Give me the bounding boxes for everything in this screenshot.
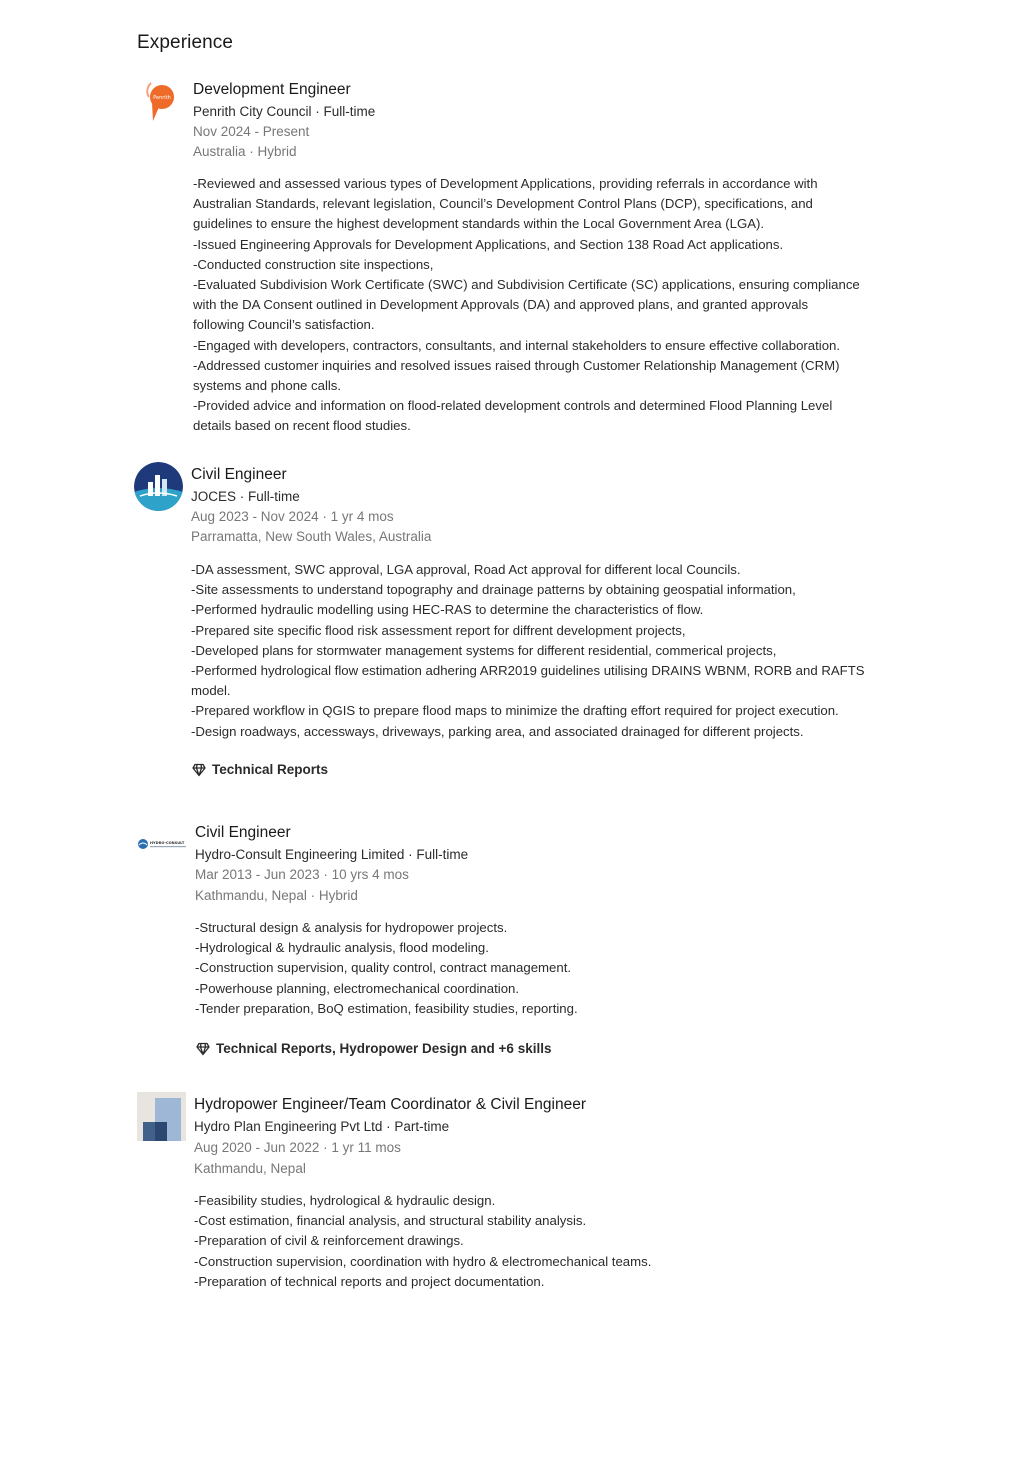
description-line: -Provided advice and information on flood-related development controls and determined Flood Planning Level bbox=[193, 398, 833, 414]
company-line: Hydro Plan Engineering Pvt Ltd · Part-time bbox=[194, 1119, 450, 1134]
job-title[interactable]: Civil Engineer bbox=[195, 824, 291, 841]
description-line: -Reviewed and assessed various types of Development Applications, providing referrals in accordance with bbox=[193, 176, 818, 191]
description-line: -Prepared workflow in QGIS to prepare flood maps to minimize the drafting effort required for project execution. bbox=[191, 703, 839, 719]
penrith-city-council-logo[interactable] bbox=[143, 81, 177, 123]
description-line: -Issued Engineering Approvals for Development Applications, and Section 138 Road Act applications. bbox=[193, 236, 784, 252]
description-line: -Addressed customer inquiries and resolved issues raised through Customer Relationship Management (CRM) bbox=[193, 357, 840, 373]
description-line: -Preparation of technical reports and project documentation. bbox=[194, 1273, 545, 1289]
diamond-icon bbox=[196, 1042, 210, 1056]
description-line: -Design roadways, accessways, driveways, parking area, and associated drainaged for different projects. bbox=[191, 723, 804, 739]
joces-logo[interactable] bbox=[134, 462, 183, 511]
description-line: -Conducted construction site inspections, bbox=[193, 256, 434, 272]
description-line: -Preparation of civil & reinforcement drawings. bbox=[194, 1233, 464, 1249]
job-description bbox=[194, 1191, 794, 1292]
hydro-plan-company-logo[interactable] bbox=[137, 1092, 186, 1141]
description-line: details based on recent flood studies. bbox=[193, 418, 411, 434]
description-line: -Cost estimation, financial analysis, and structural stability analysis. bbox=[194, 1213, 587, 1229]
job-title[interactable]: Hydropower Engineer/Team Coordinator & Civil Engineer bbox=[194, 1096, 586, 1113]
description-line: -Tender preparation, BoQ estimation, feasibility studies, reporting. bbox=[195, 1000, 578, 1016]
penrith-logo-text: Penrith bbox=[153, 95, 171, 101]
description-line: -Structural design & analysis for hydropower projects. bbox=[195, 920, 508, 935]
description-line: -Construction supervision, coordination with hydro & electromechanical teams. bbox=[194, 1253, 652, 1269]
location: Kathmandu, Nepal · Hybrid bbox=[195, 888, 358, 903]
description-line: -Performed hydrological flow estimation adhering ARR2019 guidelines utilising DRAINS WBNM, RORB and RAFTS bbox=[191, 663, 865, 679]
job-title[interactable]: Civil Engineer bbox=[191, 466, 287, 483]
diamond-icon bbox=[192, 763, 206, 777]
date-range: Mar 2013 - Jun 2023 · 10 yrs 4 mos bbox=[195, 867, 409, 882]
description-line: -Powerhouse planning, electromechanical coordination. bbox=[195, 980, 520, 996]
company-line: Penrith City Council · Full-time bbox=[193, 104, 376, 119]
skills-link[interactable] bbox=[196, 1041, 551, 1056]
location: Parramatta, New South Wales, Australia bbox=[191, 529, 432, 544]
description-line: -Construction supervision, quality control, contract management. bbox=[195, 960, 572, 976]
description-line: -Engaged with developers, contractors, consultants, and internal stakeholders to ensure effective collaboration. bbox=[193, 337, 841, 353]
company-line: Hydro-Consult Engineering Limited · Full-time bbox=[195, 847, 469, 862]
description-line: -Hydrological & hydraulic analysis, flood modeling. bbox=[195, 940, 489, 956]
job-title[interactable]: Development Engineer bbox=[193, 81, 351, 98]
description-line: Australian Standards, relevant legislation, Council’s Development Control Plans (DCP), specifications, and bbox=[193, 196, 813, 212]
location: Australia · Hybrid bbox=[193, 144, 297, 159]
skills-link[interactable] bbox=[192, 762, 328, 777]
description-line: -Evaluated Subdivision Work Certificate (SWC) and Subdivision Certificate (SC) applications, ensuring compliance bbox=[193, 277, 860, 293]
description-line: -DA assessment, SWC approval, LGA approval, Road Act approval for different local Councils. bbox=[191, 562, 741, 577]
description-line: guidelines to ensure the highest development standards within the Local Government Area (LGA). bbox=[193, 216, 765, 232]
location: Kathmandu, Nepal bbox=[194, 1161, 306, 1176]
description-line: -Developed plans for stormwater management systems for different residential, commerical projects, bbox=[191, 642, 777, 658]
company-line: JOCES · Full-time bbox=[191, 489, 300, 504]
description-line: systems and phone calls. bbox=[193, 378, 342, 394]
skills-text: Technical Reports bbox=[212, 762, 329, 777]
job-description bbox=[191, 560, 921, 742]
description-line: model. bbox=[191, 683, 231, 699]
job-description bbox=[193, 174, 913, 437]
description-line: -Prepared site specific flood risk assessment report for diffrent development projects, bbox=[191, 622, 686, 638]
date-range: Nov 2024 - Present bbox=[193, 124, 310, 139]
date-range: Aug 2023 - Nov 2024 · 1 yr 4 mos bbox=[191, 509, 394, 524]
hydro-consult-logo-text: HYDRO-CONSULT bbox=[150, 841, 185, 845]
hydro-consult-logo[interactable] bbox=[137, 836, 189, 852]
description-line: -Feasibility studies, hydrological & hydraulic design. bbox=[194, 1193, 496, 1208]
description-line: with the DA Consent outlined in Development Approvals (DA) and approved plans, and granted approvals bbox=[193, 297, 809, 313]
description-line: -Performed hydraulic modelling using HEC-RAS to determine the characteristics of flow. bbox=[191, 602, 704, 618]
section-title: Experience bbox=[137, 32, 234, 53]
date-range: Aug 2020 - Jun 2022 · 1 yr 11 mos bbox=[194, 1140, 401, 1155]
description-line: -Site assessments to understand topography and drainage patterns by obtaining geospatial information, bbox=[191, 582, 796, 598]
description-line: following Council’s satisfaction. bbox=[193, 317, 375, 333]
skills-text: Technical Reports, Hydropower Design and +6 skills bbox=[216, 1041, 552, 1056]
job-description bbox=[195, 918, 795, 1019]
